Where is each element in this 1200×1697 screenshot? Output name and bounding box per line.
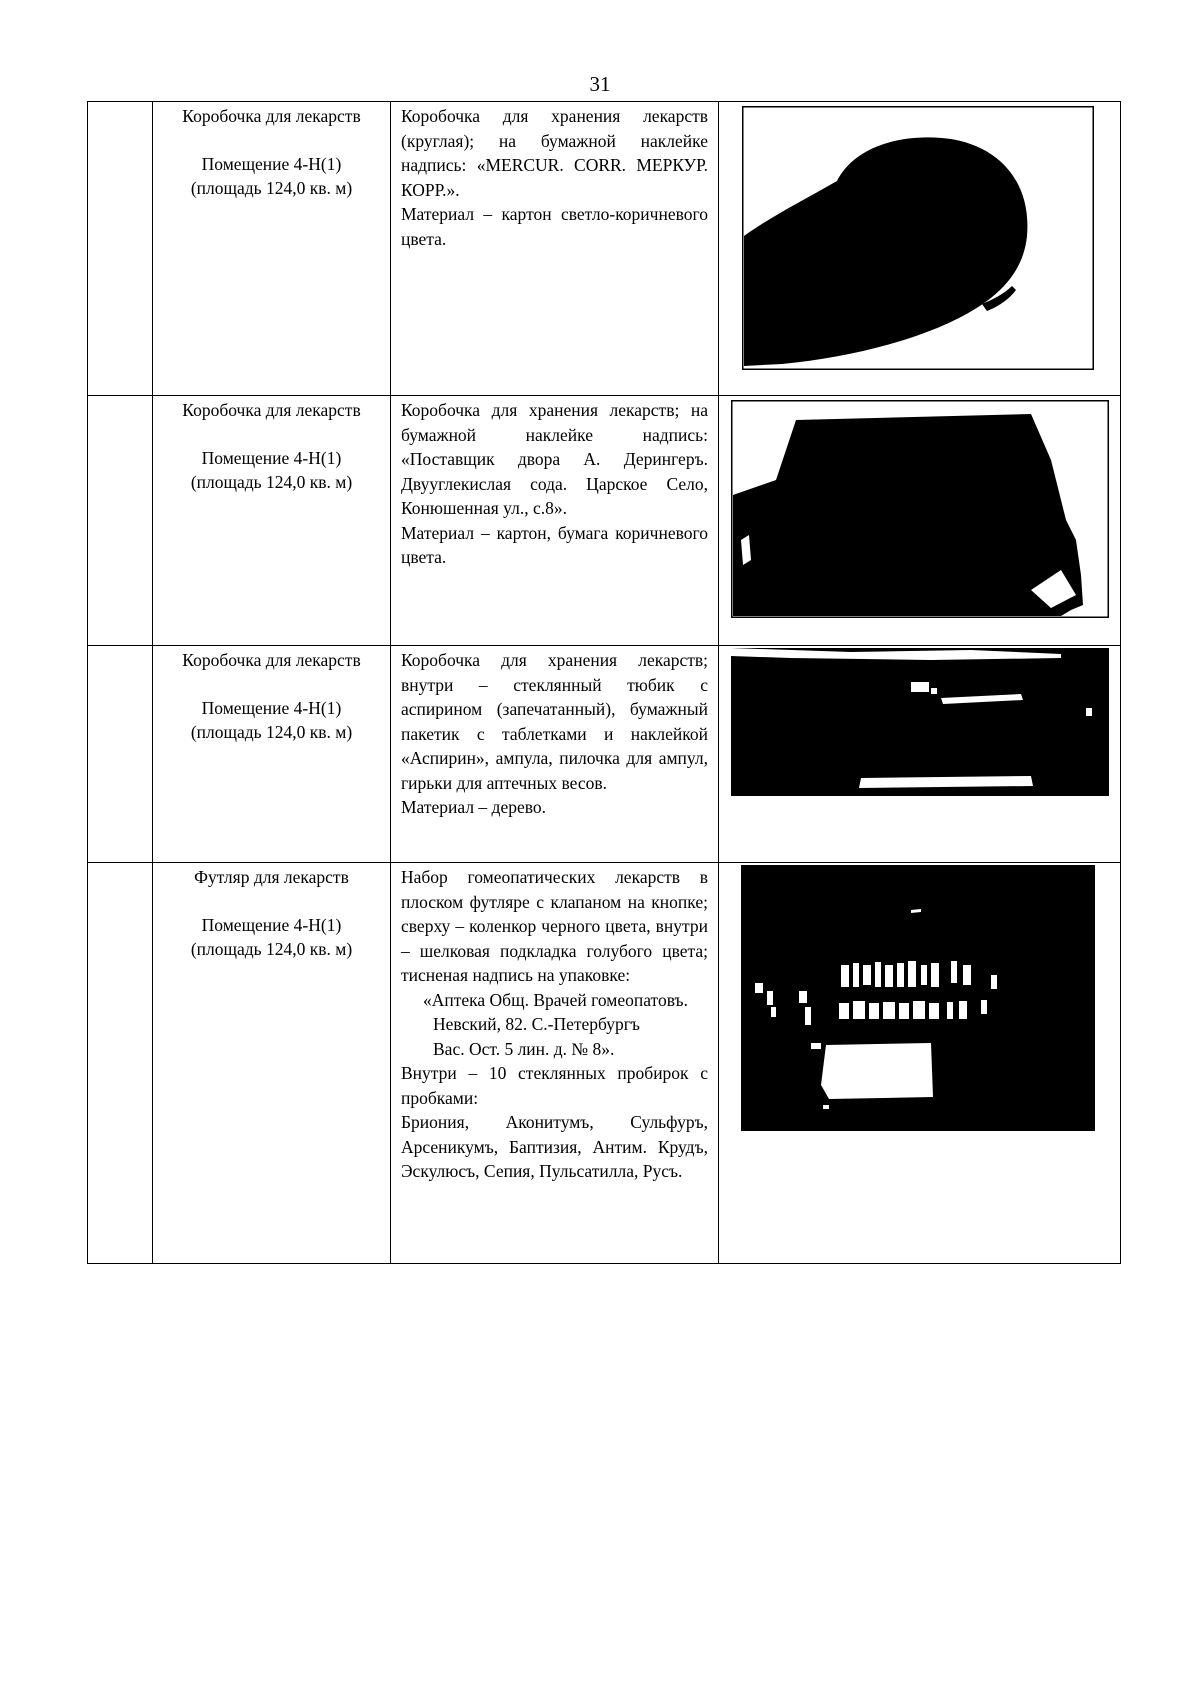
item-name-cell [153,396,391,646]
description-text: Материал – картон, бумага коричневого цвета. [401,522,708,567]
room-label: Помещение 4-Н(1) [201,698,342,718]
description-text: «Аптека Общ. Врачей гомеопатовъ. [423,989,688,1010]
item-name: Футляр для лекарств [194,867,349,887]
description-text: Коробочка для хранения лекарств; на бумажной наклейке надпись: «Поставщик двора А. Дерингеръ. Двууглекислая сода. Царское Село, Конюшенная ул., с.8». [401,400,708,518]
item-name-cell [153,102,391,396]
round-medicine-box-photo [742,106,1094,370]
room-label: Помещение 4-Н(1) [201,915,342,935]
area-label: (площадь 124,0 кв. м) [190,722,353,742]
item-name: Коробочка для лекарств [182,650,361,670]
homeopathic-case-photo [741,865,1095,1131]
area-label: (площадь 124,0 кв. м) [190,178,353,198]
description-cell [391,102,719,396]
item-name-cell [153,863,391,1264]
table-row [88,396,1121,646]
area-label: (площадь 124,0 кв. м) [190,472,353,492]
description-text: Невский, 82. С.-Петербургъ [433,1014,640,1034]
description-cell [391,863,719,1264]
soda-box-photo [731,400,1109,618]
row-number-cell [88,863,153,1264]
photo-cell [719,396,1121,646]
photo-cell [719,102,1121,396]
item-name-cell [153,646,391,863]
photo-cell [719,646,1121,863]
row-number-cell [88,396,153,646]
item-name: Коробочка для лекарств [182,400,361,420]
table-row [88,646,1121,863]
row-number-cell [88,102,153,396]
description-text: Внутри – 10 стеклянных пробирок с пробками: [401,1063,708,1108]
table-row [88,863,1121,1264]
description-text: Коробочка для хранения лекарств; внутри – стеклянный тюбик с аспирином (запечатанный), бумажный пакетик с таблетками и наклейкой «Аспирин», ампула, пилочка для ампул, гирьки для аптечных весов. [401,650,708,793]
description-text: Коробочка для хранения лекарств (круглая); на бумажной наклейке надпись: «MERCUR. CORR. МЕРКУР. КОРР.». [401,106,708,200]
room-label: Помещение 4-Н(1) [201,154,342,174]
description-text: Бриония, Аконитумъ, Сульфуръ, Арсеникумъ, Баптизия, Антим. Крудъ, Эскулюсъ, Сепия, Пульсатилла, Русъ. [401,1112,708,1181]
page-number: 31 [589,72,611,96]
wooden-medicine-box-photo [731,648,1109,796]
description-text: Материал – картон светло-коричневого цвета. [401,204,708,249]
area-label: (площадь 124,0 кв. м) [190,939,353,959]
room-label: Помещение 4-Н(1) [201,448,342,468]
description-cell [391,396,719,646]
item-name: Коробочка для лекарств [182,106,361,126]
description-text: Материал – дерево. [401,797,547,817]
inventory-table [87,101,1121,1264]
description-text: Вас. Ост. 5 лин. д. № 8». [433,1038,615,1059]
description-text: Набор гомеопатических лекарств в плоском футляре с клапаном на кнопке; сверху – коленкор черного цвета, внутри – шелковая подкладка голубого цвета; тисненая надпись на упаковке: [401,867,708,985]
photo-cell [719,863,1121,1264]
row-number-cell [88,646,153,863]
table-row [88,102,1121,396]
description-cell [391,646,719,863]
